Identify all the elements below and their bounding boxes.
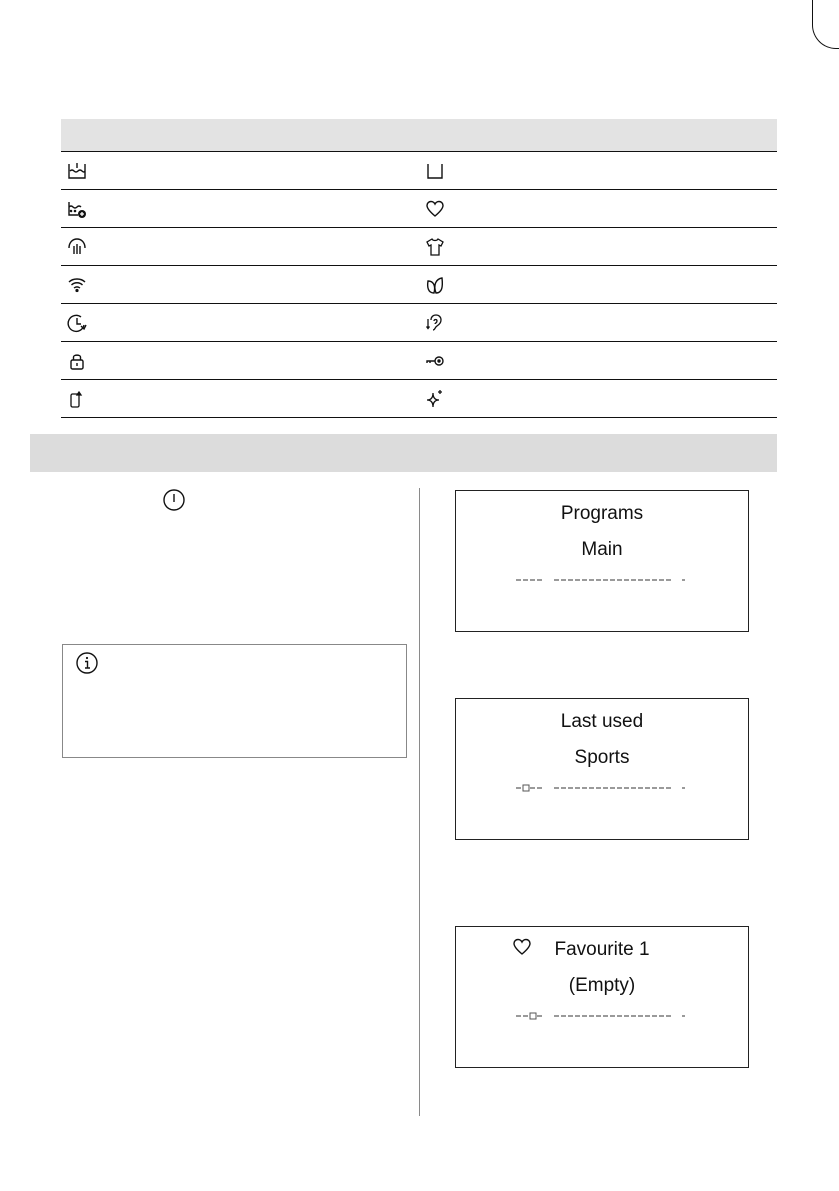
progress-dash: [652, 787, 657, 789]
progress-dash: [638, 1015, 643, 1017]
sparkle-icon: [425, 389, 445, 409]
progress-dash: [596, 787, 601, 789]
table-row: [61, 228, 777, 266]
progress-dash: [575, 1015, 580, 1017]
wifi-icon: [67, 275, 87, 295]
progress-dash: [645, 1015, 650, 1017]
progress-dash: [582, 787, 587, 789]
progress-marker: [523, 785, 529, 791]
progress-dash: [652, 1015, 657, 1017]
symbols-table: [61, 119, 777, 418]
progress-dash: [638, 579, 643, 581]
progress-dash: [516, 579, 521, 581]
progress-dash: [610, 579, 615, 581]
power-icon: [162, 488, 186, 512]
progress-dash: [631, 787, 636, 789]
empty-tank-icon: [425, 161, 445, 181]
program-progress-indicator: [516, 575, 696, 585]
display-screen-favourite: [455, 926, 749, 1068]
progress-dash: [645, 579, 650, 581]
info-icon: [75, 651, 99, 675]
table-row: [61, 304, 777, 342]
progress-dash: [561, 579, 566, 581]
progress-dash: [596, 1015, 601, 1017]
screen-title: Programs: [560, 503, 644, 524]
program-progress-indicator: [516, 783, 696, 793]
progress-dash: [631, 579, 636, 581]
time-delay-icon: [67, 313, 87, 333]
eco-leaf-icon: [425, 275, 445, 295]
water-level-icon: [67, 161, 87, 181]
progress-dash: [631, 1015, 636, 1017]
screen-title: Favourite 1: [554, 939, 650, 960]
progress-dash-end: [682, 787, 685, 789]
program-progress-indicator: [516, 1011, 696, 1021]
progress-dash: [638, 787, 643, 789]
progress-dash: [659, 1015, 664, 1017]
progress-dash: [624, 787, 629, 789]
progress-dash: [582, 579, 587, 581]
progress-dash: [645, 787, 650, 789]
progress-dash: [617, 579, 622, 581]
remote-start-icon: [67, 389, 87, 409]
favourite-heart-icon: [425, 199, 445, 219]
progress-dash: [659, 787, 664, 789]
key-icon: [425, 351, 445, 371]
progress-dash: [617, 1015, 622, 1017]
section-header-band: [30, 434, 777, 472]
progress-dash-end: [682, 1015, 685, 1017]
progress-dash: [624, 1015, 629, 1017]
progress-dash-end: [682, 579, 685, 581]
lock-icon: [67, 351, 87, 371]
progress-dash: [659, 579, 664, 581]
progress-dash: [666, 787, 671, 789]
display-screen-last-used: [455, 698, 749, 840]
progress-dash: [568, 579, 573, 581]
table-row: [61, 152, 777, 190]
progress-dash: [610, 1015, 615, 1017]
progress-dash: [523, 579, 528, 581]
table-row: [61, 190, 777, 228]
progress-dash: [530, 787, 535, 789]
progress-dash: [530, 579, 535, 581]
column-divider: [419, 488, 420, 1116]
progress-dash: [617, 787, 622, 789]
progress-dash: [603, 787, 608, 789]
progress-dash: [603, 1015, 608, 1017]
screen-value: Sports: [574, 747, 630, 768]
progress-dash: [624, 579, 629, 581]
steam-icon: [67, 237, 87, 257]
progress-dash: [537, 579, 542, 581]
progress-dash: [568, 787, 573, 789]
progress-dash: [610, 787, 615, 789]
progress-dash: [554, 1015, 559, 1017]
progress-dash: [603, 579, 608, 581]
progress-dash: [596, 579, 601, 581]
progress-dash: [589, 579, 594, 581]
progress-marker: [530, 1013, 536, 1019]
table-row: [61, 266, 777, 304]
screen-title: Last used: [560, 711, 644, 732]
progress-dash: [652, 579, 657, 581]
display-screen-programs: [455, 490, 749, 632]
progress-dash: [554, 787, 559, 789]
progress-dash: [537, 1015, 542, 1017]
table-row: [61, 380, 777, 418]
progress-dash: [666, 1015, 671, 1017]
sound-ear-icon: [425, 313, 445, 333]
progress-dash: [575, 787, 580, 789]
progress-dash: [582, 1015, 587, 1017]
progress-dash: [523, 1015, 528, 1017]
screen-value: Main: [581, 539, 623, 560]
info-note-box: [62, 644, 407, 758]
progress-dash: [516, 787, 521, 789]
progress-dash: [516, 1015, 521, 1017]
progress-dash: [561, 1015, 566, 1017]
progress-dash: [568, 1015, 573, 1017]
progress-dash: [666, 579, 671, 581]
progress-dash: [589, 787, 594, 789]
water-softener-add-icon: [67, 199, 87, 219]
table-header: [61, 119, 777, 152]
screen-value: (Empty): [568, 975, 636, 996]
progress-dash: [537, 787, 542, 789]
progress-dash: [554, 579, 559, 581]
table-row: [61, 342, 777, 380]
progress-dash: [589, 1015, 594, 1017]
shirt-icon: [425, 237, 445, 257]
progress-dash: [561, 787, 566, 789]
page-corner-marker: [812, 0, 839, 49]
progress-dash: [575, 579, 580, 581]
